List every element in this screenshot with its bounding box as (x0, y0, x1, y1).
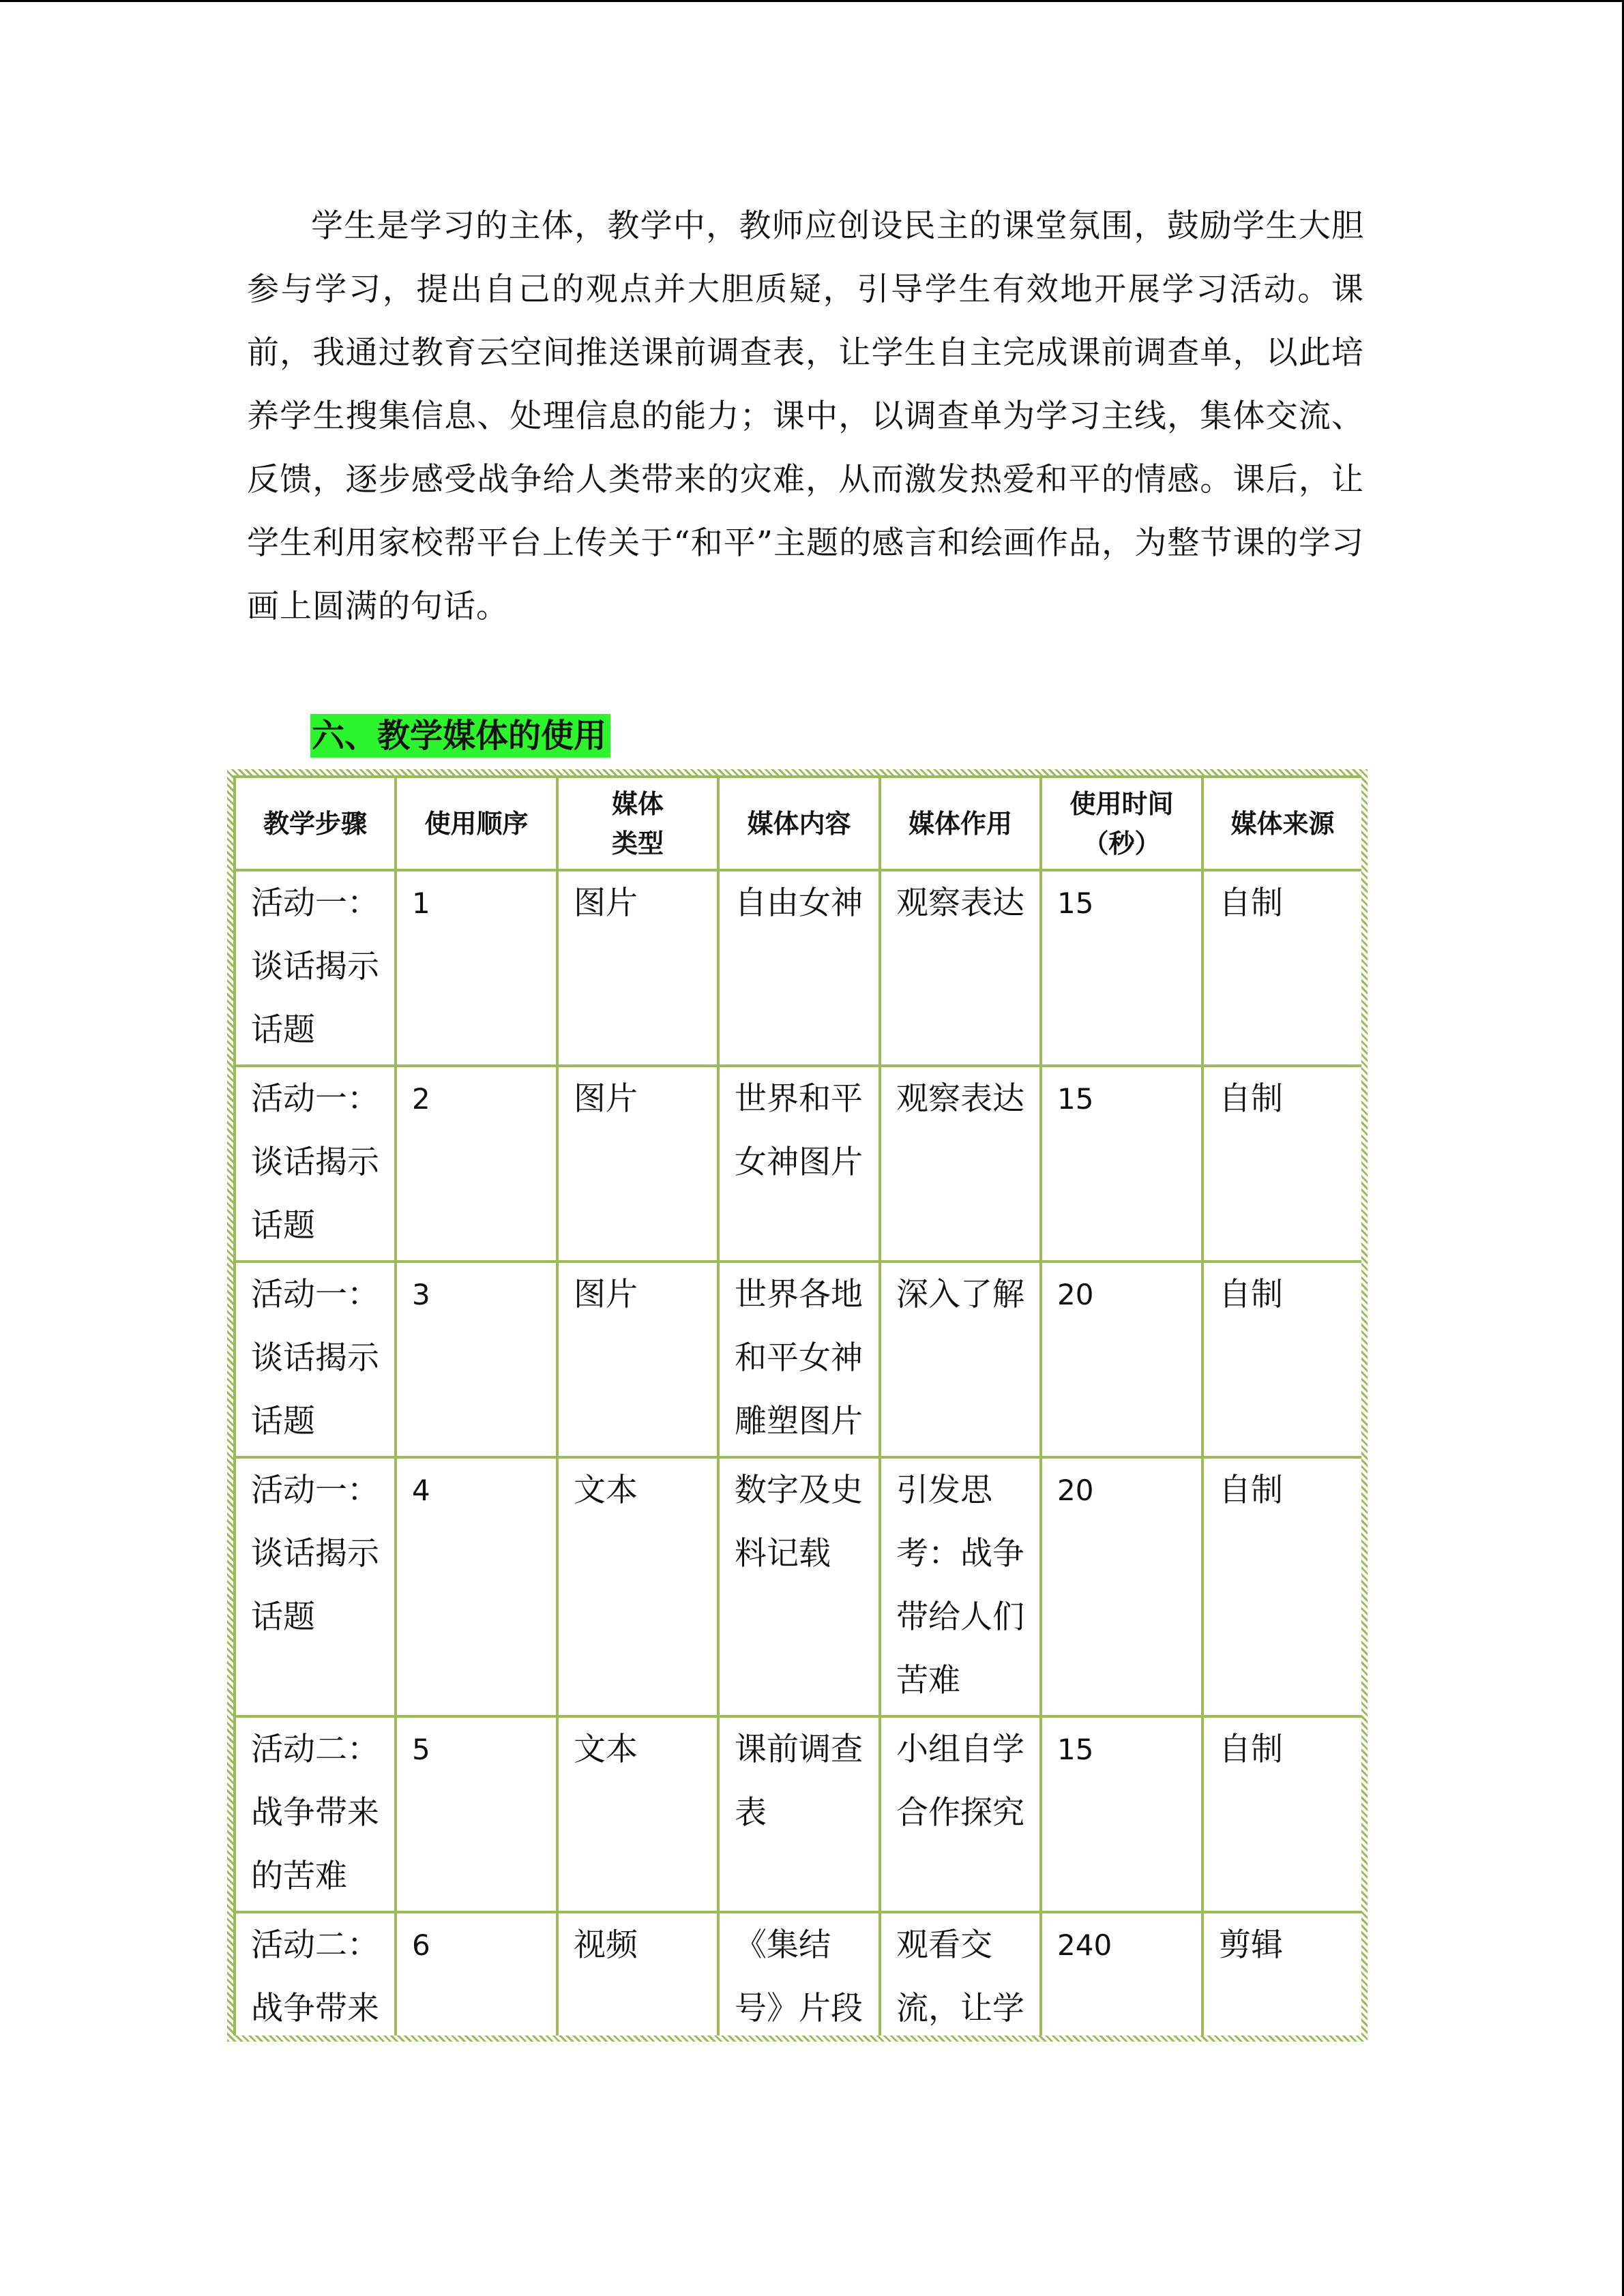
cell-step: 活动一：谈话揭示话题 (235, 1457, 396, 1716)
cell-type: 文本 (557, 1716, 718, 1912)
page-top-border (0, 0, 1624, 2)
header-usage-time: 使用时间 （秒） (1041, 777, 1202, 870)
cell-time: 15 (1041, 870, 1202, 1066)
cell-content: 世界各地和平女神雕塑图片 (718, 1262, 880, 1457)
cell-time: 240 (1041, 1912, 1202, 2036)
table-row (235, 1457, 1361, 1716)
cell-type: 图片 (557, 1066, 718, 1262)
cell-step: 活动一：谈话揭示话题 (235, 870, 396, 1066)
table-row (235, 1262, 1361, 1457)
cell-order: 5 (396, 1716, 557, 1912)
table-row (235, 1716, 1361, 1912)
cell-step: 活动一：谈话揭示话题 (235, 1066, 396, 1262)
cell-role: 深入了解 (880, 1262, 1041, 1457)
cell-step: 活动一：谈话揭示话题 (235, 1262, 396, 1457)
cell-source: 自制 (1202, 1066, 1361, 1262)
cell-role: 引发思考：战争带给人们苦难 (880, 1457, 1041, 1716)
table-header-row (235, 777, 1361, 870)
cell-order: 6 (396, 1912, 557, 2036)
cell-content: 世界和平女神图片 (718, 1066, 880, 1262)
cell-time: 20 (1041, 1262, 1202, 1457)
table-row (235, 1912, 1361, 2036)
cell-order: 2 (396, 1066, 557, 1262)
media-table-frame (227, 769, 1368, 2042)
cell-order: 3 (396, 1262, 557, 1457)
cell-role: 小组自学合作探究 (880, 1716, 1041, 1912)
cell-order: 1 (396, 870, 557, 1066)
header-media-role: 媒体作用 (880, 777, 1041, 870)
table-row (235, 870, 1361, 1066)
cell-role: 观察表达 (880, 1066, 1041, 1262)
cell-step: 活动二：战争带来 (235, 1912, 396, 2036)
cell-step: 活动二：战争带来的苦难 (235, 1716, 396, 1912)
media-table-clip (233, 775, 1361, 2036)
cell-content: 自由女神 (718, 870, 880, 1066)
cell-source: 自制 (1202, 1457, 1361, 1716)
table-row (235, 1066, 1361, 1262)
cell-type: 图片 (557, 870, 718, 1066)
cell-source: 自制 (1202, 870, 1361, 1066)
cell-source: 自制 (1202, 1716, 1361, 1912)
cell-type: 文本 (557, 1457, 718, 1716)
media-table (233, 775, 1361, 2036)
cell-role: 观察表达 (880, 870, 1041, 1066)
section-heading: 六、教学媒体的使用 (310, 714, 610, 758)
body-paragraph: 学生是学习的主体，教学中，教师应创设民主的课堂氛围，鼓励学生大胆参与学习，提出自己的观点并大胆质疑，引导学生有效地开展学习活动。课前，我通过教育云空间推送课前调查表，让学生自主完成课前调查单，以此培养学生搜集信息、处理信息的能力；课中，以调查单为学习主线，集体交流、反馈，逐步感受战争给人类带来的灾难，从而激发热爱和平的情感。课后，让学生利用家校帮平台上传关于“和平”主题的感言和绘画作品，为整节课的学习画上圆满的句话。 (247, 207, 1364, 625)
cell-source: 自制 (1202, 1262, 1361, 1457)
header-media-type: 媒体 类型 (557, 777, 718, 870)
cell-content: 课前调查表 (718, 1716, 880, 1912)
header-step: 教学步骤 (235, 777, 396, 870)
cell-time: 20 (1041, 1457, 1202, 1716)
header-media-content: 媒体内容 (718, 777, 880, 870)
cell-source: 剪辑 (1202, 1912, 1361, 2036)
cell-time: 15 (1041, 1716, 1202, 1912)
header-media-source: 媒体来源 (1202, 777, 1361, 870)
cell-type: 图片 (557, 1262, 718, 1457)
cell-content: 《集结号》片段 (718, 1912, 880, 2036)
cell-time: 15 (1041, 1066, 1202, 1262)
cell-role: 观看交流，让学 (880, 1912, 1041, 2036)
cell-order: 4 (396, 1457, 557, 1716)
cell-type: 视频 (557, 1912, 718, 2036)
cell-content: 数字及史料记载 (718, 1457, 880, 1716)
header-order: 使用顺序 (396, 777, 557, 870)
